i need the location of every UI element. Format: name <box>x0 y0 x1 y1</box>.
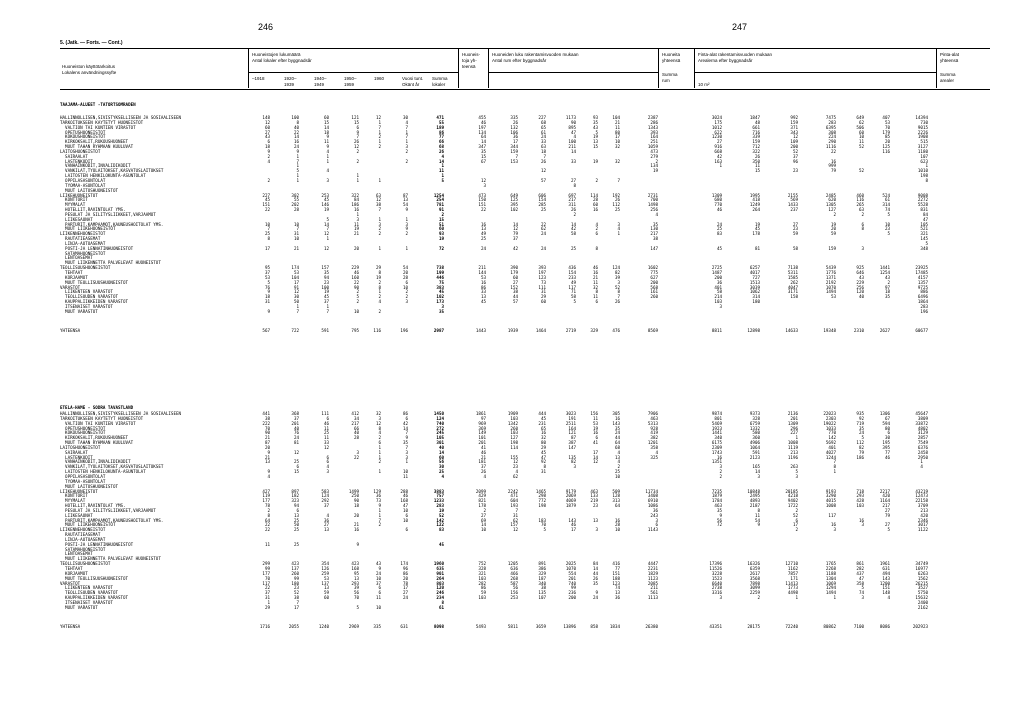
area-1950: 22023 2303 19022 1033 770 142 5692 401 4027 1244 7 8 1 9193 3290 4015 1008 117 16 3 1765 2268 1188 1304 1069 1294 1494 1 80862 <box>823 411 836 630</box>
col-1918: 441 38 222 70 90 21 87 20 9 21 13 9 4 427 119 177 78 2 8 64 22 22 11 299 99 177 70 117 22 37 31 1 29 1716 <box>259 411 270 630</box>
divider <box>488 48 489 88</box>
rooms-1940: 227 68 65 61 24 33 63 18 7 26 12 57 606 154 285 25 22 62 24 24 393 197 123 73 111 31 29 60 1464 <box>535 115 546 334</box>
header-huoneita: Huoneita yhteensä <box>662 52 681 63</box>
rooms-unknown: 104 21 11 80 17 10 32 32 7 192 26 112 25 3 4 1 124 82 39 3 52 8 7 26 476 <box>612 115 620 334</box>
area-1918: 9874 801 5469 1923 1441 340 6175 2309 1743 16 1351 3 2 2 7235 1879 1784 463 35 9 56 72 17396 11526 3228 1523 6640 2738 3316 3 43351 <box>709 411 722 630</box>
col-1918: 148 12 60 27 43 6 18 9 2 4 2 227 45 151 22 10 7 25 8 17 95 37 53 5 76 9 18 31 9 567 <box>262 115 270 334</box>
col-1920: 368 37 201 40 76 24 81 12 25 6 15 897 182 323 94 6 13 25 50 25 25 423 137 260 99 180 23 52 38 7 17 2055 <box>288 411 299 630</box>
divider <box>248 48 249 88</box>
divider <box>694 72 936 73</box>
divider <box>248 72 458 73</box>
header-unknown: Vuosi tunt. Okänt år <box>402 76 424 87</box>
area-1950: 7475 283 6395 308 224 290 1116 22 16 999 79 2485 620 1305 127 2 19 20 59 159 5439 1776 1371 2192 1070 1494 53 19348 <box>823 115 836 334</box>
header-total: Summa lokaler <box>432 76 448 87</box>
header-1950: 1950– 1959 <box>344 76 357 87</box>
rooms-1920: 1909 103 1342 260 103 127 198 114 155 12 23 4 62 2242 471 604 193 7 31 62 157 12 1205 636 466 268 587 56 156 253 5811 <box>507 411 518 630</box>
table-label: 5. (Jatk. — Forts. — Cont.) <box>60 40 123 46</box>
header-1960: 1960 <box>374 76 385 81</box>
column-header <box>60 48 990 90</box>
rooms-1920: 335 26 132 106 36 17 344 159 7 153 649 125 395 102 14 12 79 37 42 390 179 60 27 152 38 44 57 1939 <box>507 115 518 334</box>
rooms-1950: 3023 191 2511 164 121 87 387 147 135 82 3 9179 2069 4069 1879 143 46 17 2025 1070 554 201 740 99 236 200 13896 <box>563 411 576 630</box>
header-floor-title: Finta-alat rakentamisvuoden mukaan Arealerna efter byggnadsår <box>698 52 773 63</box>
row-labels: HALLINNOLLISEN,SIVISTYKSELLISEEN JA SOSIAALISEEN TARKOITUKSEEN KAYTETYT HUONEISTOT VALTION TAI KUNTIEN VIRASTOT OPETUSHUONEISTOT KOKOUSHUONEISTOT KIRKOKSALIT,RUKOUSHUONEET MUUT TAHAN RYHMAAN KUULUVAT LAITOSHUONEISTOT SAIRAALAT LASTENKODIT VANHAINKODIT,INVALIDIKODIT VANKILAT,TYOLAITOKSET,KASVATUSLAITOKSET LAITOSTEN HENKILOKUNTA-ASUNTOLAT OPPILASASUNTOLAT TYOMAA-ASUNTOLAT MUUT LAITOSHUONEISTOT LIIKEHUONEISTOT KONTTORIT MYYMALAT HOTELLIT,RAVINTOLAT YMS. PESULAT JA SILITYSLIIKKEET,VARJAAMOT LIIKESAUNAT PARTURIT,KAMPAAMOT,KAUNEUSHOITOLAT YMS. MUUT LIIKEHUONEISTOT LIIKENNEHUONEISTOT RAUTATIEASEMAT LINJA-AUTOASEMAT POSTI-JA LENNATINHUONEISTOT SATAMAHUONEISTOT LENTOASEMAT MUUT LIIKENNETTA PALVELEVAT HUONEISTOT TEOLLISUUSHUONEISTOT TEHTAAT KORJAAMOT MUUT TEOLLISUUSHUONEISTOT VARASTOT LIIKENTEEN VARASTOT TEOLLISUUDEN VARASTOT KAUPPALIIKKEIDEN VARASTOT ITSENAISET VARASTOT MUUT VARASTOT YHTEENSA <box>60 115 182 334</box>
header-pinta: Pinta-alat yhteensä <box>940 52 960 63</box>
divider <box>658 48 659 88</box>
col-1920: 100 8 40 22 14 16 24 9 1 7 1 5 1 1 302 55 202 28 10 7 31 10 21 174 53 104 17 91 12 30 50 1 7 722 <box>291 115 299 334</box>
area-1918: 3024 175 1012 622 1230 27 916 668 42 163 1 1309 680 770 46 24 25 83 45 2725 1487 200 36 401 58 214 103 3 8811 <box>711 115 722 334</box>
rooms-unknown: 305 16 143 35 24 44 64 68 4 13 4 2 25 10 509 128 313 64 16 28 10 416 77 151 188 123 74 13 36 1834 <box>609 411 620 630</box>
divider <box>458 48 459 88</box>
region-title: ETELA-HAME - SODRA TAVASTLAND <box>60 405 134 410</box>
header-left-col: Huoneiston käyttötarkoitus Lokalens användningssyfte <box>62 64 117 75</box>
row-labels: HALLINNOLLISEN,SIVISTYKSELLISEEN JA SOSIAALISEEN TARKOITUKSEEN KAYTETYT HUONEISTOT VALTION TAI KUNTIEN VIRASTOT OPETUSHUONEISTOT KOKOUSHUONEISTOT KIRKOKSALIT,RUKOUSHUONEET MUUT TAHAN RYHMAAN KUULUVAT LAITOSHUONEISTOT SAIRAALAT LASTENKODIT VANHAINKODIT,INVALIDIKODIT VANKILAT,TYOLAITOKSET,KASVATUSLAITOKSET LAITOSTEN HENKILOKUNTA-ASUNTOLAT OPPILASASUNTOLAT TYOMAA-ASUNTOLAT MUUT LAITOSHUONEISTOT LIIKEHUONEISTOT KONTTORIT MYYMALAT HOTELLIT,RAVINTOLAT YMS. PESULAT JA SILITYSLIIKKEET,VARJAAMOT LIIKESAUNAT PARTURIT,KAMPAAMOT,KAUNEUSHOITOLAT YMS. MUUT LIIKEHUONEISTOT LIIKENNEHUONEISTOT RAUTATIEASEMAT LINJA-AUTOASEMAT POSTI-JA LENNATINHUONEISTOT SATAMAHUONEISTOT LENTOASEMAT MUUT LIIKENNETTA PALVELEVAT HUONEISTOT TEOLLISUUSHUONEISTOT TEHTAAT KORJAAMOT MUUT TEOLLISUUSHUONEISTOT VARASTOT LIIKENTEEN VARASTOT TEOLLISUUDEN VARASTOT KAUPPALIIKKEIDEN VARASTOT ITSENAISET VARASTOT MUUT VARASTOT YHTEENSA <box>60 411 182 630</box>
col-1960: 12 1 7 1 2 1 2 1 63 12 38 7 1 3 2 2 1 29 8 19 2 8 1 2 4 2 116 <box>373 115 381 334</box>
rooms-1960: 93 35 43 5 19 13 15 19 2 114 28 60 16 4 2 6 8 46 16 21 11 32 8 11 6 329 <box>590 115 598 334</box>
rooms-1940: 444 45 231 65 16 32 80 29 45 47 92 8 31 1465 298 772 198 183 70 5 891 386 329 187 340 38 135 107 3659 <box>535 411 546 630</box>
col-total: 1450 124 740 272 245 105 301 40 14 60 56 30 25 4 3883 757 1233 283 19 52 142 122 83 45 1960 635 901 264 803 120 246 234 8 61 8098 <box>433 411 444 630</box>
area-1960: 935 92 719 35 24 5 112 82 79 186 718 293 428 103 16 3 861 282 437 47 358 5 74 3 7100 <box>853 411 864 630</box>
col-1940: 60 15 14 18 9 11 9 4 1 1 4 3 253 45 146 19 5 14 7 12 1 12 157 35 94 23 100 19 45 37 1 7 591 <box>321 115 329 334</box>
col-unknown: 30 4 7 1 7 1 3 2 2 87 13 54 9 1 3 9 2 1 54 20 28 6 10 2 2 3 196 <box>400 115 408 334</box>
rooms-total: 2387 286 1343 393 164 251 1059 473 279 2 134 19 2731 700 1498 256 4 35 130 217 38 147 1602 775 627 200 568 161 260 8569 <box>647 115 658 334</box>
header-rooms-title: Huoneistojen lukumäärä Antal lokaler efter byggnadsår <box>252 52 312 63</box>
area-1940: 2136 201 1309 296 227 1 1008 1119 213 1196 263 5 3 20185 4218 9402 1722 2 52 6 17 2 12710 1162 7857 171 11413 1773 4498 1 72240 <box>785 411 798 630</box>
header-1940: 1940– 1949 <box>314 76 327 87</box>
rooms-1950: 1173 90 895 47 4 100 211 14 33 27 8 697 217 311 26 2 14 42 58 25 436 154 233 49 117 71 58 5 2719 <box>565 115 576 334</box>
col-1950: 412 34 217 66 40 28 3 22 1499 250 90 18 20 21 16 9 423 168 95 13 293 39 56 70 5 2969 <box>348 411 359 630</box>
col-1940: 111 6 46 11 25 11 33 12 6 6 4 3 583 124 292 37 4 36 27 13 354 126 259 53 137 13 59 60 1240 <box>318 411 329 630</box>
divider <box>694 48 695 88</box>
header-m2: 10 m² <box>698 82 710 87</box>
area-1960: 649 62 506 60 10 11 52 52 460 116 265 63 2 6 8 3 925 646 43 229 256 120 40 2310 <box>853 115 864 334</box>
header-1920: 1920– 1939 <box>284 76 297 87</box>
area-total: 45647 3809 33872 4802 3129 2857 7549 6376 2458 2950 1 4 43219 12473 22158 3709 213 420 2346 3017 1122 34749 16977 6263 1562 26215 3527 5750 15632 2400 2162 202923 <box>912 411 928 630</box>
rooms-total: 7906 463 5313 928 419 382 1201 358 4 325 11734 3408 6910 1086 36 243 3 6 1143 4447 2231 1829 1123 2085 211 561 1113 26380 <box>645 411 658 630</box>
header-summa-rum: Summa rum <box>662 72 678 83</box>
area-total: 14394 730 9015 2226 1908 515 3127 1180 107 623 1 1010 198 8 9008 2272 5528 831 84 47 105 521 321 145 5 348 23925 17485 4157 1357 9725 886 6496 1864 283 196 60677 <box>915 115 928 334</box>
header-summa-arealer: Summa arealer <box>940 72 956 83</box>
area-1920: 9373 328 6759 1332 580 360 4906 1064 591 2123 165 14 3 10848 2495 4893 2187 8 11 54 9 16326 6359 2617 3568 7898 3099 2259 2 28175 <box>747 411 760 630</box>
area-1920: 1847 48 661 716 339 159 712 322 26 350 11 15 1995 418 1249 264 19 45 178 81 6257 4017 727 1513 3039 1062 314 180 12898 <box>747 115 760 334</box>
region-title: TAAJAMA-ALUEET -TATORTSOMRADEN <box>60 102 136 107</box>
header-huoneet: Huoneis- toja yh- teensä <box>462 52 481 69</box>
area-1940: 992 159 371 343 12 109 200 52 37 96 23 2155 569 1433 237 27 23 59 58 7138 5311 1585 262 4047 3171 158 14633 <box>785 115 798 334</box>
page-number-right: 247 <box>732 22 748 32</box>
area-unknown: 1306 67 594 80 6 30 195 395 77 46 2217 420 1164 217 27 79 27 5 1961 631 494 143 1200 151 148 4 8086 <box>879 411 890 630</box>
col-1950: 121 15 6 9 7 26 12 2 2 1 1 322 84 186 16 1 3 11 19 21 20 229 46 160 22 90 2 5 2 10 795 <box>351 115 359 334</box>
divider <box>936 48 937 88</box>
col-total: 471 55 189 86 77 66 68 26 4 14 1 11 1 5 1254 254 781 91 2 15 51 60 93 19 72 738 199 446 75 383 45 102 173 3 35 2987 <box>433 115 444 334</box>
rooms-1918: 1861 97 969 369 149 101 201 41 46 21 181 37 26 4 2099 429 821 178 2 27 69 14 10 752 328 321 103 282 86 59 103 5493 <box>475 411 486 630</box>
col-unknown: 86 6 42 14 7 9 35 7 3 3 1 10 11 288 46 168 47 10 6 10 6 174 96 86 20 78 17 27 24 631 <box>400 411 408 630</box>
header-1918: –1918 <box>252 76 265 81</box>
divider <box>488 72 658 73</box>
rooms-1960: 156 11 53 19 16 6 41 17 14 12 463 133 219 23 13 3 84 14 44 26 35 9 24 858 <box>590 411 598 630</box>
page-number-left: 246 <box>258 22 274 32</box>
col-1960: 32 3 12 8 4 2 6 1 1 1 2 1 129 36 73 9 1 1 7 2 43 9 24 10 37 6 6 11 10 335 <box>373 411 381 630</box>
area-unknown: 407 53 70 179 85 20 125 116 524 61 314 74 5 10 23 5 1441 1254 43 2 97 18 35 2627 <box>879 115 890 334</box>
header-area-title: Huoneiden luku rakentamisvuoden mukaan Antal rum efter byggnadsår <box>492 52 579 63</box>
rooms-1918: 455 46 197 134 64 14 347 35 15 67 12 3 473 150 151 22 16 13 49 25 24 211 144 53 16 86 33 13 45 1443 <box>475 115 486 334</box>
